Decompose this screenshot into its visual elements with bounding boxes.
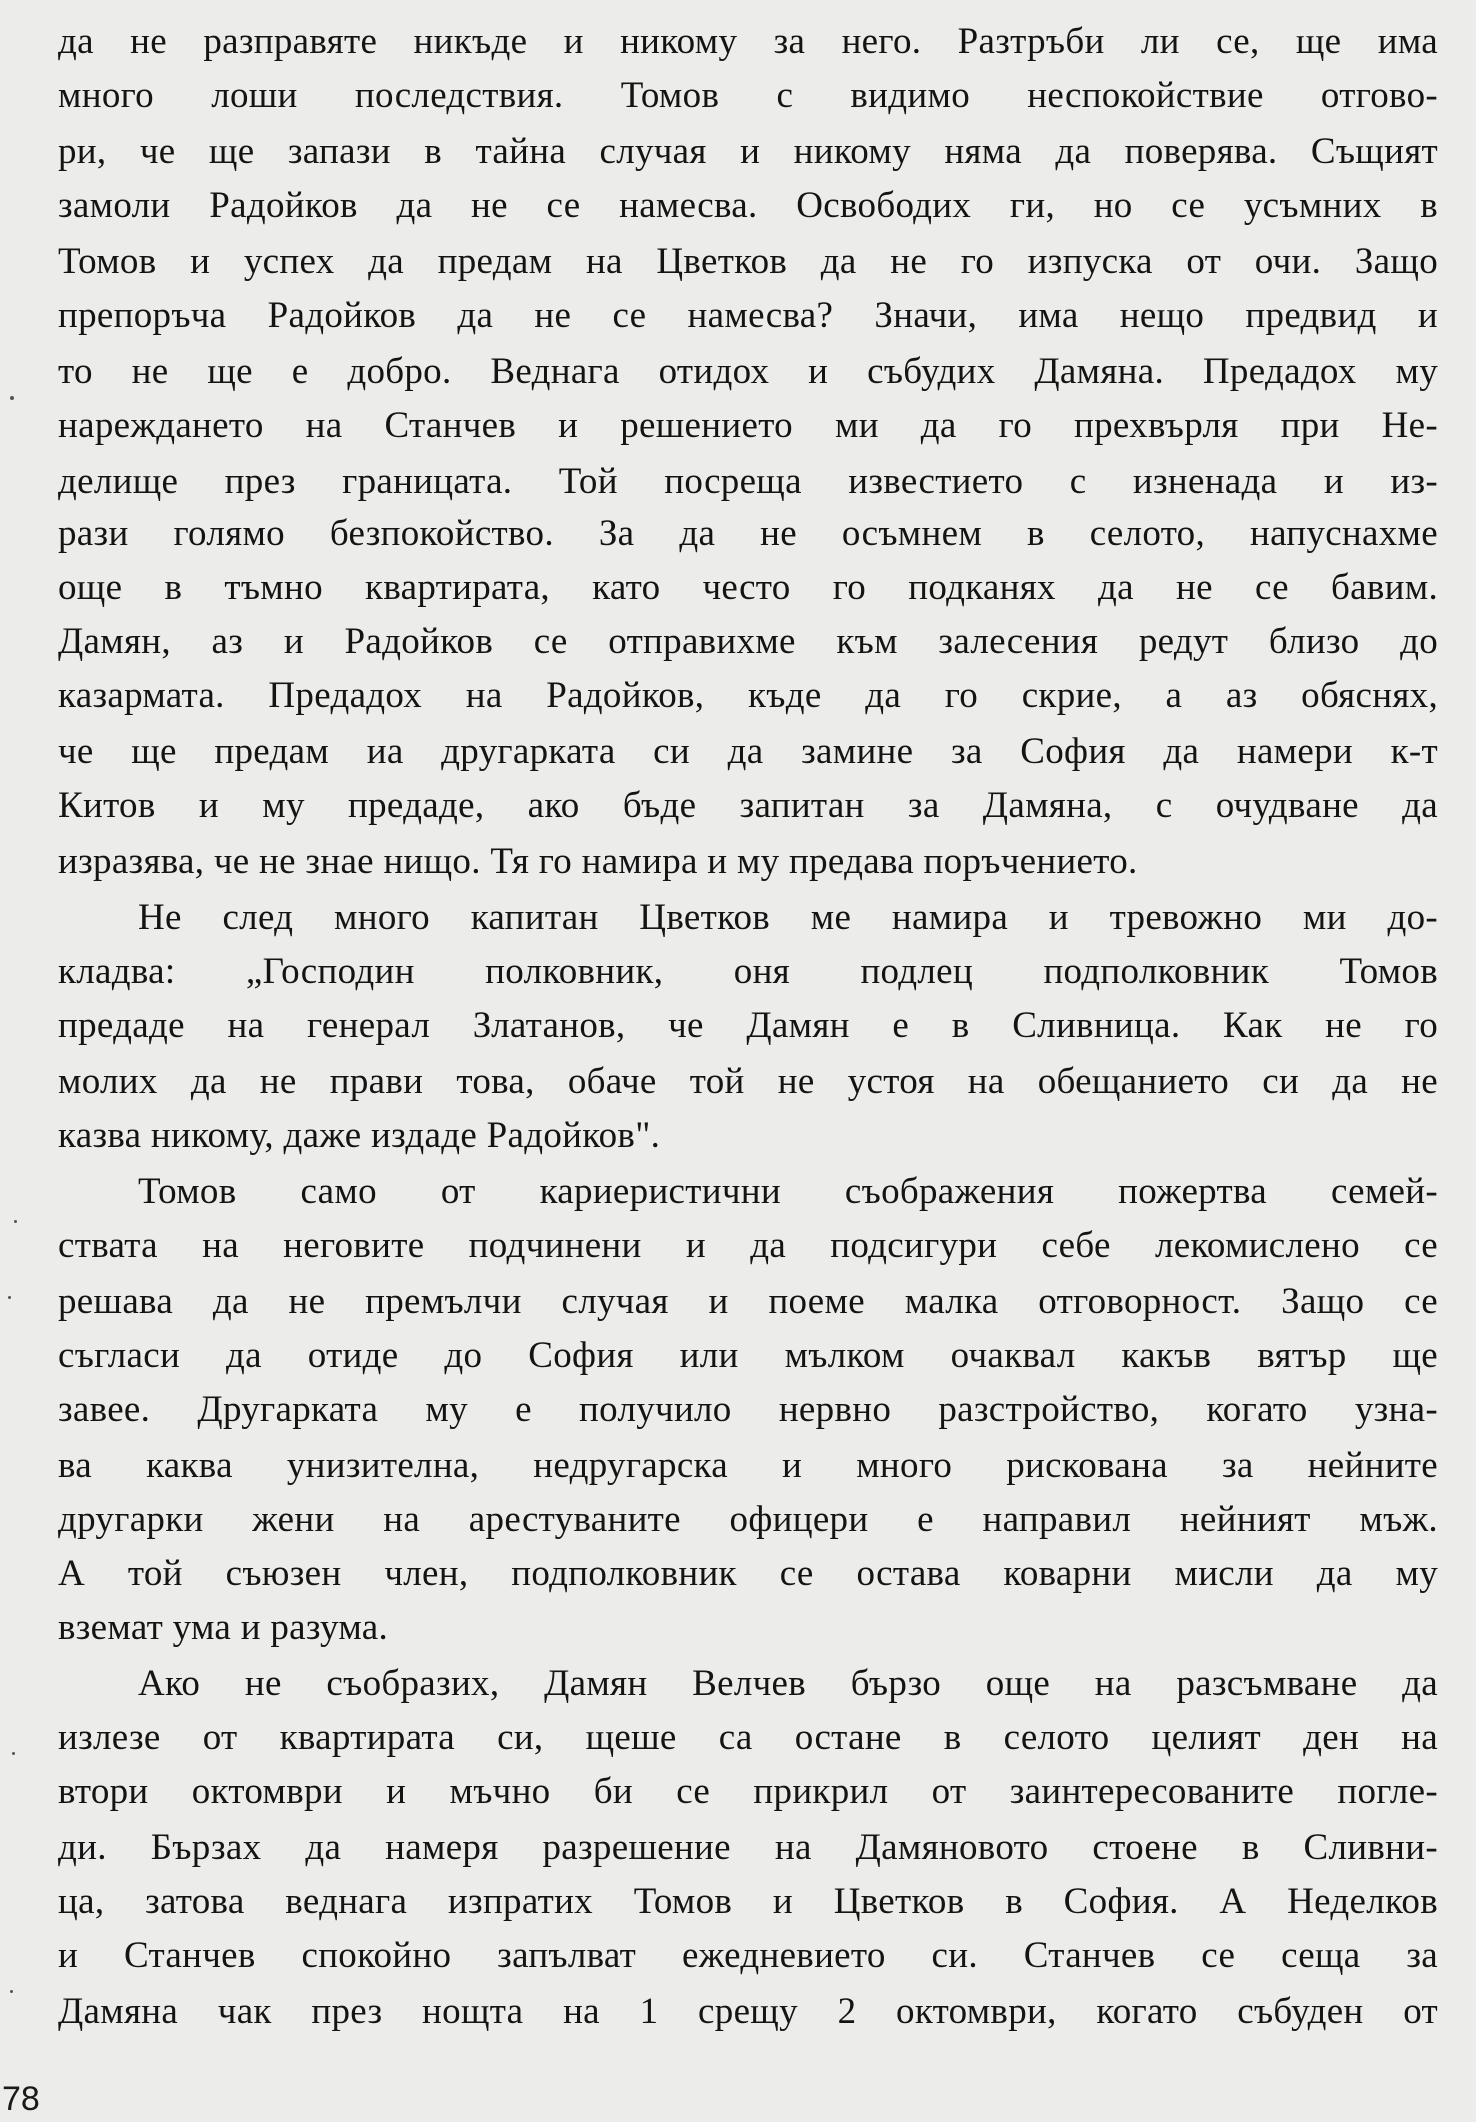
scan-speck [14, 1220, 17, 1223]
text-line: завее. Другарката му е получило нервно разстройство, когато узна- [58, 1389, 1438, 1430]
scan-speck [10, 1990, 13, 1993]
text-line: Дамяна чак през нощта на 1 срещу 2 октомври, когато събуден от [58, 1991, 1438, 2032]
text-line: че ще предам иа другарката си да замине за София да намери к-т [58, 731, 1438, 772]
text-line: ствата на неговите подчинени и да подсигури себе лекомислено се [58, 1225, 1438, 1266]
text-line: Томов само от кариеристични съображения пожертва семей- [138, 1171, 1438, 1212]
scan-speck [10, 396, 14, 400]
text-line: рази голямо безпокойство. За да не осъмнем в селото, напуснахме [58, 513, 1438, 554]
scan-speck [8, 1296, 11, 1299]
text-line: то не ще е добро. Веднага отидох и събудих Дамяна. Предадох му [58, 351, 1438, 392]
text-line: нареждането на Станчев и решението ми да го прехвърля при Не- [58, 405, 1438, 446]
text-line: Ако не съобразих, Дамян Велчев бързо още на разсъмване да [138, 1663, 1438, 1704]
text-line: Китов и му предаде, ако бъде запитан за Дамяна, с очудване да [58, 785, 1438, 826]
text-line: решава да не премълчи случая и поеме малка отговорност. Защо се [58, 1281, 1438, 1322]
text-line: съгласи да отиде до София или мълком очаквал какъв вятър ще [58, 1335, 1438, 1376]
text-line: да не разправяте никъде и никому за него. Разтръби ли се, ще има [58, 21, 1438, 62]
text-line: молих да не прави това, обаче той не устоя на обещанието си да не [58, 1061, 1438, 1102]
text-line: Дамян, аз и Радойков се отправихме към залесения редут близо до [58, 621, 1438, 662]
text-line: казва никому, даже издаде Радойков". [58, 1115, 661, 1156]
text-line: ри, че ще запази в тайна случая и никому няма да поверява. Същият [58, 131, 1438, 172]
text-line: Не след много капитан Цветков ме намира и тревожно ми до- [138, 897, 1438, 938]
text-line: втори октомври и мъчно би се прикрил от заинтересованите погле- [58, 1771, 1438, 1812]
scan-speck [12, 1752, 15, 1755]
page-number: 78 [2, 2080, 40, 2118]
text-line: замоли Радойков да не се намесва. Освободих ги, но се усъмних в [58, 185, 1438, 226]
text-line: препоръча Радойков да не се намесва? Значи, има нещо предвид и [58, 295, 1438, 336]
text-line: кладва: „Господин полковник, оня подлец подполковник Томов [58, 951, 1438, 992]
text-line: вземат ума и разума. [58, 1607, 389, 1648]
text-line: другарки жени на арестуваните офицери е направил нейният мъж. [58, 1499, 1438, 1540]
text-line: ди. Бързах да намеря разрешение на Дамяновото стоене в Сливни- [58, 1827, 1438, 1868]
text-line: много лоши последствия. Томов с видимо неспокойствие отгово- [58, 75, 1438, 116]
text-line: А той съюзен член, подполковник се остава коварни мисли да му [58, 1553, 1438, 1594]
text-line: още в тъмно квартирата, като често го подканях да не се бавим. [58, 567, 1438, 608]
text-line: казармата. Предадох на Радойков, къде да го скрие, а аз обяснях, [58, 675, 1438, 716]
text-line: и Станчев спокойно запълват ежедневието си. Станчев се сеща за [58, 1935, 1438, 1976]
text-line: излезе от квартирата си, щеше са остане в селото целият ден на [58, 1717, 1438, 1758]
text-line: ца, затова веднага изпратих Томов и Цветков в София. А Неделков [58, 1881, 1438, 1922]
text-line: предаде на генерал Златанов, че Дамян е в Сливница. Как не го [58, 1005, 1438, 1046]
text-line: ва каква унизителна, недругарска и много рискована за нейните [58, 1445, 1438, 1486]
text-line: Томов и успех да предам на Цветков да не го изпуска от очи. Защо [58, 241, 1438, 282]
text-line: делище през границата. Той посреща известието с изненада и из- [58, 461, 1438, 502]
text-line: изразява, че не знае нищо. Тя го намира и му предава поръчението. [58, 841, 1138, 882]
